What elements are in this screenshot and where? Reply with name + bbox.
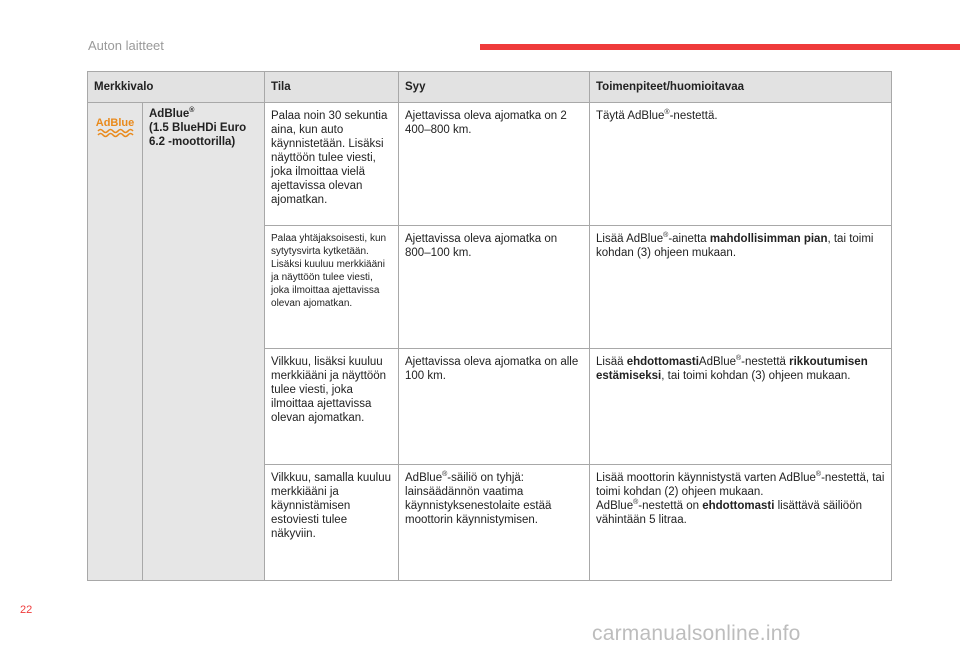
column-header-cause: Syy [399, 72, 590, 103]
page-number: 22 [20, 604, 33, 616]
warning-light-name-cell [143, 103, 265, 581]
cause-cell: AdBlue®-säiliö on tyhjä: lainsäädännön vaatima käynnistyksenestolaite estää moottorin käynnistymisen. [399, 465, 590, 581]
state-cell: Palaa yhtäjaksoisesti, kun sytytysvirta kytketään. Lisäksi kuuluu merkkiääni ja näyttöön tulee viesti, joka ilmoittaa ajettavissa olevan ajomatkan. [265, 226, 399, 349]
section-title: Auton laitteet [88, 38, 164, 53]
column-header-state: Tila [265, 72, 399, 103]
svg-text:AdBlue: AdBlue [95, 117, 135, 129]
light-name: AdBlue [149, 108, 190, 120]
state-cell: Vilkkuu, lisäksi kuuluu merkkiääni ja näyttöön tulee viesti, joka ilmoittaa ajettavissa olevan ajomatkan. [265, 349, 399, 465]
cause-cell: Ajettavissa oleva ajomatka on alle 100 km. [399, 349, 590, 465]
table-row [88, 103, 892, 226]
action-cell: Lisää ehdottomastiAdBlue®-nestettä rikkoutumisen estämiseksi, tai toimi kohdan (3) ohjeen mukaan. [590, 349, 892, 465]
action-cell: Lisää moottorin käynnistystä varten AdBlue®-nestettä, tai toimi kohdan (2) ohjeen mukaan. AdBlue®-nestettä on ehdottomasti lisättävä säiliöön vähintään 5 litraa. [590, 465, 892, 581]
state-cell: Vilkkuu, samalla kuuluu merkkiääni ja käynnistämisen estoviesti tulee näkyviin. [265, 465, 399, 581]
action-cell: Täytä AdBlue®-nestettä. [590, 103, 892, 226]
warning-light-table [87, 71, 892, 581]
watermark-link[interactable]: carmanualsonline.info [592, 622, 801, 645]
registered-mark: ® [189, 107, 195, 115]
column-header-action: Toimenpiteet/huomioitavaa [590, 72, 892, 103]
light-detail: (1.5 BlueHDi Euro 6.2 -moottorilla) [149, 122, 247, 148]
column-header-light: Merkkivalo [88, 72, 265, 103]
state-cell: Palaa noin 30 sekuntia aina, kun auto käynnistetään. Lisäksi näyttöön tulee viesti, joka ilmoittaa vielä ajettavissa olevan ajomatkan. [265, 103, 399, 226]
cause-cell: Ajettavissa oleva ajomatka on 2 400–800 km. [399, 103, 590, 226]
section-accent-bar [480, 44, 960, 50]
action-cell: Lisää AdBlue®-ainetta mahdollisimman pian, tai toimi kohdan (3) ohjeen mukaan. [590, 226, 892, 349]
warning-light-icon-cell [88, 103, 143, 581]
table-header-row [88, 72, 892, 103]
cause-cell: Ajettavissa oleva ajomatka on 800–100 km. [399, 226, 590, 349]
adblue-warning-icon [95, 115, 135, 139]
